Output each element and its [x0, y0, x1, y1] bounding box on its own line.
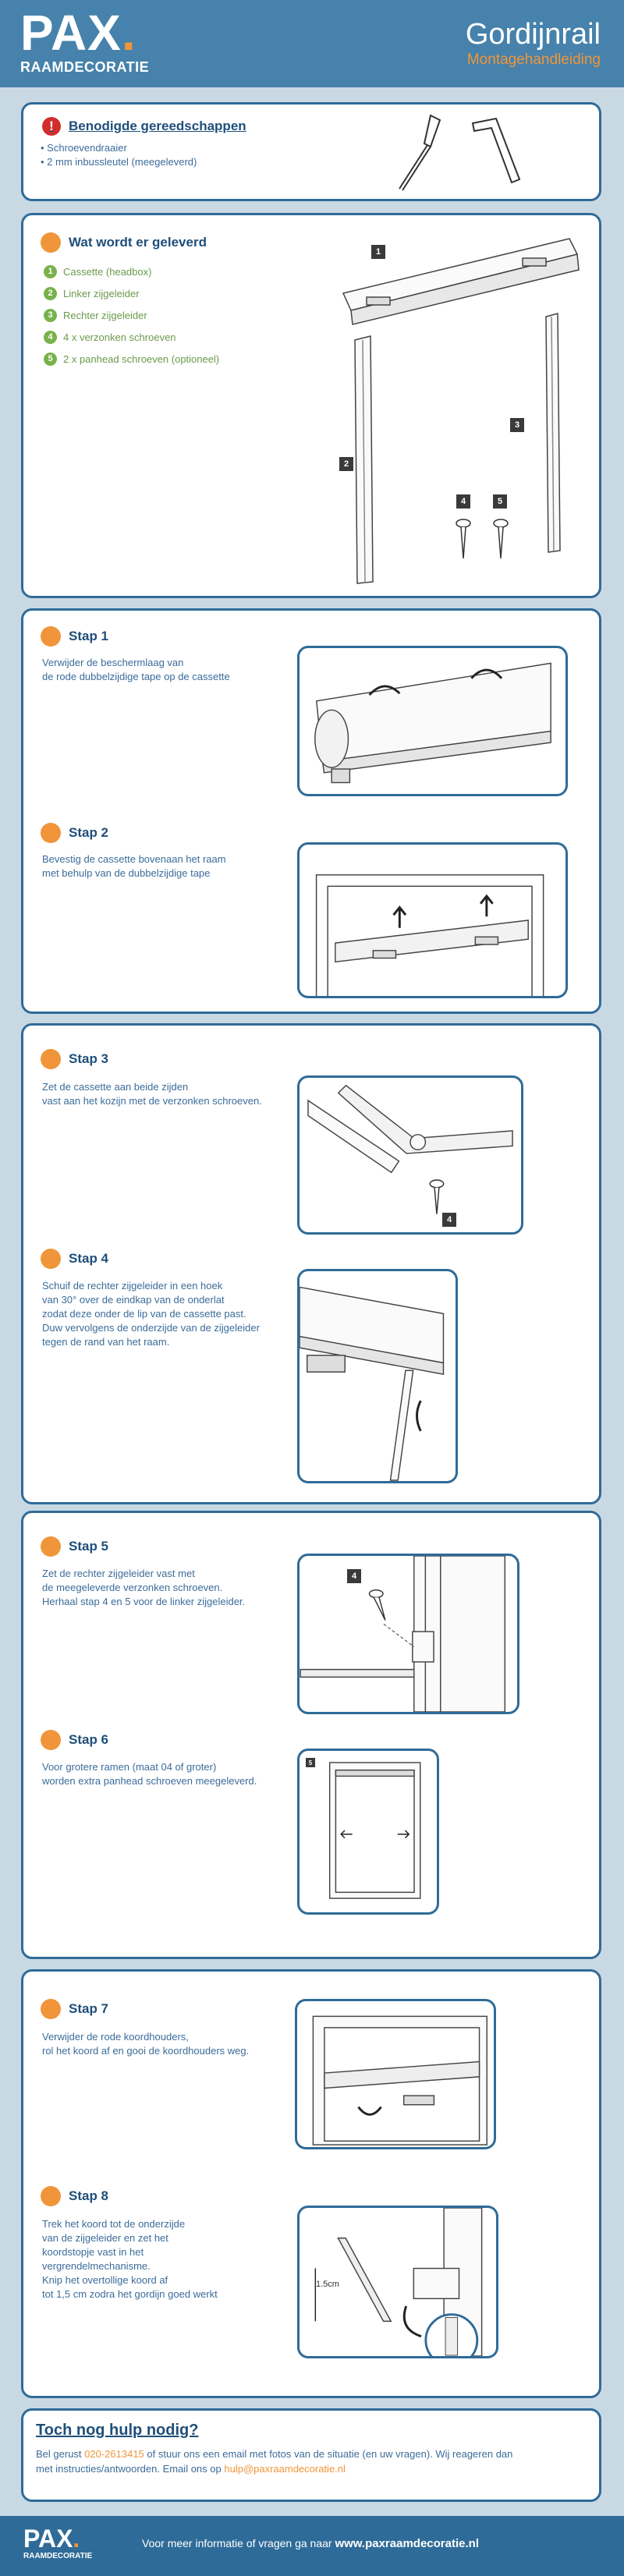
step-6-figure [297, 1749, 439, 1915]
window-mount-illustration [300, 845, 566, 996]
page-footer [0, 2516, 624, 2576]
part-label: 2 [339, 457, 353, 471]
email-link[interactable]: hulp@paxraamdecoratie.nl [224, 2463, 346, 2475]
list-item: 1 Cassette (headbox) [44, 260, 219, 282]
bullet-icon [41, 823, 61, 843]
list-item: 5 2 x panhead schroeven (optioneel) [44, 348, 219, 370]
screw-cassette-illustration [300, 1078, 521, 1232]
step-text: Verwijder de beschermlaag van de rode dubbelzijdige tape op de cassette [42, 657, 230, 682]
step-title: Stap 8 [41, 2186, 108, 2206]
tools-title: ! Benodigde gereedschappen [42, 117, 246, 136]
step-text: Trek het koord tot de onderzijde van de zijgeleider en zet het koordstopje vast in het vergrendelmechanisme. Knip het overtollige koord af tot 1,5 cm zodra het gordijn goed werkt [42, 2218, 218, 2300]
step-7-figure [295, 1999, 496, 2149]
page-subtitle: Montagehandleiding [466, 51, 601, 68]
steps-card-1 [21, 608, 601, 1014]
website-link[interactable]: www.paxraamdecoratie.nl [335, 2537, 479, 2550]
bullet-icon [41, 232, 61, 253]
part-label: 1 [371, 245, 385, 259]
allen-key-icon [465, 112, 527, 190]
steps-card-2 [21, 1023, 601, 1504]
tool-item: • 2 mm inbussleutel (meegeleverd) [41, 156, 197, 168]
page-title: Gordijnrail [465, 18, 601, 51]
footer-text: Voor meer informatie of vragen ga naar www.paxraamdecoratie.nl [142, 2537, 479, 2550]
bullet-icon [41, 1249, 61, 1269]
step-title: Stap 3 [41, 1049, 108, 1069]
step-text: Bevestig de cassette bovenaan het raam met behulp van de dubbelzijdige tape [42, 853, 226, 879]
cassette-tape-illustration [300, 648, 566, 794]
cord-holders-illustration [297, 2001, 494, 2147]
step-3-figure [297, 1075, 523, 1235]
delivery-card [21, 213, 601, 598]
part-label: 3 [510, 418, 524, 432]
step-text: Zet de rechter zijgeleider vast met de meegeleverde verzonken schroeven. Herhaal stap 4 en 5 voor de linker zijgeleider. [42, 1568, 246, 1607]
tools-list [41, 141, 197, 169]
bullet-icon [41, 1999, 61, 2019]
phone-link[interactable]: 020-2613415 [84, 2448, 144, 2460]
step-title: Stap 4 [41, 1249, 108, 1269]
step-title: Stap 1 [41, 626, 108, 647]
part-label: 4 [347, 1569, 361, 1583]
step-4-figure [297, 1269, 458, 1483]
step-title: Stap 2 [41, 823, 108, 843]
tools-card [21, 102, 601, 201]
steps-card-4 [21, 1969, 601, 2398]
list-item: 3 Rechter zijgeleider [44, 304, 219, 326]
help-card [21, 2408, 601, 2502]
step-text: Zet de cassette aan beide zijden vast aan het kozijn met de verzonken schroeven. [42, 1081, 262, 1107]
delivery-list [44, 260, 219, 370]
bullet-icon [41, 626, 61, 647]
step-title: Stap 5 [41, 1536, 108, 1557]
help-text: Bel gerust 020-2613415 of stuur ons een email met fotos van de situatie (en uw vragen). Wij reageren dan met instructies/antwoorden. Email ons op hulp@paxraamdecoratie.nl [36, 2448, 513, 2475]
bullet-icon [41, 2186, 61, 2206]
bullet-icon [41, 1049, 61, 1069]
step-2-figure [297, 842, 568, 998]
warning-icon: ! [42, 117, 61, 136]
logo-subtitle: RAAMDECORATIE [20, 59, 150, 75]
part-label: 4 [456, 494, 470, 508]
steps-card-3 [21, 1511, 601, 1959]
step-1-figure [297, 646, 568, 796]
pax-logo: PAX. RAAMDECORATIE [20, 5, 150, 75]
step-title: Stap 6 [41, 1730, 108, 1750]
part-label: 4 [442, 1213, 456, 1227]
screwdriver-icon [385, 111, 456, 197]
part-label: 5 [306, 1758, 315, 1767]
tool-item: • Schroevendraaier [41, 142, 127, 154]
step-text: Voor grotere ramen (maat 04 of groter) worden extra panhead schroeven meegeleverd. [42, 1761, 257, 1787]
side-guide-screw-illustration [300, 1556, 517, 1712]
step-text: Verwijder de rode koordhouders, rol het koord af en gooi de koordhouders weg. [42, 2031, 250, 2057]
step-5-figure [297, 1554, 519, 1714]
delivery-title: Wat wordt er geleverd [41, 232, 207, 253]
large-window-illustration [300, 1751, 437, 1912]
step-title: Stap 7 [41, 1999, 108, 2019]
bullet-icon [41, 1536, 61, 1557]
side-guide-illustration [300, 1271, 456, 1481]
parts-illustration [320, 223, 593, 590]
help-title: Toch nog hulp nodig? [36, 2422, 199, 2439]
list-item: 4 4 x verzonken schroeven [44, 326, 219, 348]
measure-label: 1.5cm [316, 2280, 339, 2289]
page-header [0, 0, 624, 87]
step-text: Schuif de rechter zijgeleider in een hoek van 30° over de eindkap van de onderlat zodat deze onder de lip van de cassette past. Duw vervolgens de onderzijde van de zijgeleider tegen de rand van het raam. [42, 1280, 260, 1348]
list-item: 2 Linker zijgeleider [44, 282, 219, 304]
footer-logo: PAX. RAAMDECORATIE [23, 2525, 93, 2560]
bullet-icon [41, 1730, 61, 1750]
part-label: 5 [493, 494, 507, 508]
